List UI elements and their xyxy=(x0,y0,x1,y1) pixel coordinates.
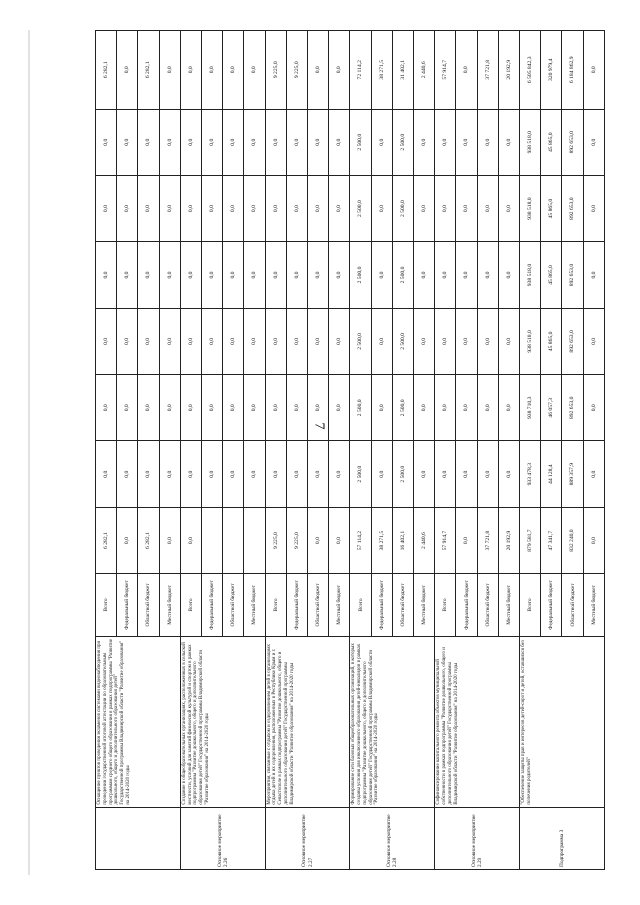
value-cell: 57 114,2 xyxy=(350,507,371,573)
value-cell: 0,0 xyxy=(244,375,265,441)
value-cell: 0,0 xyxy=(286,109,307,175)
value-cell: 879 581,7 xyxy=(520,507,541,573)
measure-name-cell xyxy=(96,807,181,869)
value-cell: 0,0 xyxy=(329,507,350,573)
value-cell: 889 357,9 xyxy=(562,441,583,507)
funding-source-cell: Федеральный бюджет xyxy=(371,574,392,636)
table-container xyxy=(95,30,605,870)
value-cell xyxy=(223,507,244,573)
value-cell: 0,0 xyxy=(180,175,201,241)
value-cell: 0,0 xyxy=(308,507,329,573)
value-cell: 0,0 xyxy=(329,109,350,175)
value-cell: 0,0 xyxy=(223,31,244,110)
value-cell: 0,0 xyxy=(96,175,117,241)
value-cell: 0,0 xyxy=(477,175,498,241)
value-cell: 0,0 xyxy=(308,375,329,441)
value-cell: 0,0 xyxy=(117,441,138,507)
measure-description-cell: Формирование сети базовых общеобразовательных организаций, в которых созданы условия для инклюзивного образования детей-инвалидов в рамках подпрограммы "Развитие дошкольного, общего и дополнительного образования детей" Государственной программы Владимирской области "Развитие образования" на 2014-2020 годы xyxy=(350,636,435,807)
value-cell: 0,0 xyxy=(244,441,265,507)
value-cell: 0,0 xyxy=(414,441,435,507)
value-cell: 0,0 xyxy=(371,242,392,308)
value-cell: 45 865,0 xyxy=(541,308,562,374)
funding-source-cell: Всего xyxy=(435,574,456,636)
value-cell: 0,0 xyxy=(456,441,477,507)
value-cell: 0,0 xyxy=(414,308,435,374)
funding-source-cell: Областной бюджет xyxy=(477,574,498,636)
value-cell: 0,0 xyxy=(223,308,244,374)
value-cell: 0,0 xyxy=(456,375,477,441)
value-cell: 0,0 xyxy=(477,109,498,175)
value-cell: 0,0 xyxy=(456,109,477,175)
value-cell: 0,0 xyxy=(244,308,265,374)
value-cell: 0,0 xyxy=(96,441,117,507)
value-cell: 0,0 xyxy=(265,375,286,441)
value-cell: 0,0 xyxy=(477,242,498,308)
value-cell: 0,0 xyxy=(159,242,180,308)
value-cell: 938 518,0 xyxy=(520,308,541,374)
value-cell: 0,0 xyxy=(223,375,244,441)
value-cell: 0,0 xyxy=(138,175,159,241)
value-cell: 0,0 xyxy=(180,375,201,441)
value-cell: 0,0 xyxy=(265,441,286,507)
value-cell: 0,0 xyxy=(329,175,350,241)
value-cell: 2 500,0 xyxy=(392,308,413,374)
value-cell: 320 979,4 xyxy=(541,31,562,110)
funding-source-cell: Местный бюджет xyxy=(498,574,519,636)
value-cell: 0,0 xyxy=(265,242,286,308)
value-cell: 0,0 xyxy=(223,109,244,175)
value-cell: 6 282,1 xyxy=(96,31,117,110)
value-cell: 0,0 xyxy=(583,242,604,308)
value-cell: 2 500,0 xyxy=(392,242,413,308)
value-cell: 0,0 xyxy=(286,242,307,308)
value-cell: 0,0 xyxy=(286,308,307,374)
value-cell: 2 500,0 xyxy=(350,375,371,441)
value-cell: 0,0 xyxy=(435,175,456,241)
value-cell: 938 710,3 xyxy=(520,375,541,441)
funding-source-cell: Федеральный бюджет xyxy=(456,574,477,636)
value-cell: 0,0 xyxy=(159,507,180,573)
value-cell: 0,0 xyxy=(435,109,456,175)
table-body xyxy=(96,31,605,870)
value-cell: 0,0 xyxy=(180,441,201,507)
value-cell: 0,0 xyxy=(138,375,159,441)
value-cell: 0,0 xyxy=(223,441,244,507)
budget-table xyxy=(95,30,605,870)
value-cell: 0,0 xyxy=(371,375,392,441)
value-cell: 0,0 xyxy=(435,375,456,441)
value-cell: 0,0 xyxy=(414,375,435,441)
value-cell: 0,0 xyxy=(583,109,604,175)
value-cell: 0,0 xyxy=(159,375,180,441)
measure-description-cell: Софинансирование капитального ремонта объектов муниципальной собственности в рамках подпрограммы "Развитие дошкольного, общего и дополнительного образования детей" Государственной программы Владимирской области "Развитие образования" на 2014-2020 годы xyxy=(435,636,520,807)
value-cell: 0,0 xyxy=(159,175,180,241)
value-cell: 0,0 xyxy=(414,242,435,308)
value-cell: 0,0 xyxy=(117,109,138,175)
value-cell: 0,0 xyxy=(456,175,477,241)
value-cell: 0,0 xyxy=(223,242,244,308)
value-cell: 9 225,0 xyxy=(286,507,307,573)
value-cell: 0,0 xyxy=(583,507,604,573)
value-cell: 0,0 xyxy=(180,507,201,573)
value-cell: 933 478,3 xyxy=(520,441,541,507)
measure-name-cell: Подпрограмма 3 xyxy=(520,807,605,869)
rotated-page xyxy=(95,30,605,870)
value-cell: 2 440,6 xyxy=(414,507,435,573)
value-cell: 0,0 xyxy=(456,31,477,110)
value-cell: 0,0 xyxy=(329,242,350,308)
value-cell: 0,0 xyxy=(371,109,392,175)
value-cell: 0,0 xyxy=(498,109,519,175)
value-cell: 0,0 xyxy=(435,308,456,374)
value-cell: 0,0 xyxy=(244,242,265,308)
value-cell: 0,0 xyxy=(180,31,201,110)
table-row xyxy=(350,31,371,870)
value-cell: 0,0 xyxy=(435,441,456,507)
value-cell: 9 225,0 xyxy=(265,507,286,573)
value-cell: 0,0 xyxy=(96,308,117,374)
table-row xyxy=(96,31,117,870)
value-cell: 0,0 xyxy=(202,441,223,507)
value-cell: 0,0 xyxy=(435,242,456,308)
value-cell: 2 500,0 xyxy=(392,109,413,175)
measure-name-cell: Основное мероприятие 2.27 xyxy=(265,807,350,869)
value-cell: 0,0 xyxy=(498,375,519,441)
value-cell: 892 653,0 xyxy=(562,375,583,441)
value-cell: 0,0 xyxy=(202,375,223,441)
value-cell: 0,0 xyxy=(583,375,604,441)
value-cell: 0,0 xyxy=(308,109,329,175)
value-cell: 2 500,0 xyxy=(392,175,413,241)
funding-source-cell: Всего xyxy=(265,574,286,636)
value-cell: 0,0 xyxy=(583,31,604,110)
funding-source-cell: Областной бюджет xyxy=(308,574,329,636)
value-cell: 0,0 xyxy=(286,441,307,507)
value-cell: 892 653,0 xyxy=(562,109,583,175)
value-cell: 0,0 xyxy=(202,31,223,110)
value-cell: 0,0 xyxy=(456,242,477,308)
value-cell: 0,0 xyxy=(96,109,117,175)
value-cell: 0,0 xyxy=(498,308,519,374)
measure-description-cell: "Обеспечение защиты прав и интересов детей-сирот и детей, оставшихся без попечения родителей" xyxy=(520,636,605,807)
value-cell: 0,0 xyxy=(138,308,159,374)
value-cell: 0,0 xyxy=(498,242,519,308)
value-cell: 892 653,0 xyxy=(562,308,583,374)
value-cell: 38 271,5 xyxy=(371,507,392,573)
value-cell: 0,0 xyxy=(138,109,159,175)
value-cell: 0,0 xyxy=(96,375,117,441)
value-cell: 0,0 xyxy=(583,441,604,507)
value-cell: 0,0 xyxy=(117,375,138,441)
value-cell: 0,0 xyxy=(202,109,223,175)
value-cell: 0,0 xyxy=(180,109,201,175)
value-cell: 0,0 xyxy=(244,31,265,110)
value-cell: 38 271,5 xyxy=(371,31,392,110)
value-cell: 0,0 xyxy=(180,242,201,308)
value-cell: 0,0 xyxy=(138,441,159,507)
measure-description-cell: Мероприятия, связанные с отдыхом и оздоровлением детей в организациях отдыха детей и их оздоровления, расположенных в Республике Крым и г. Севастополе в рамках подпрограммы "Развитие дошкольного, общего и дополнительного образования детей" Государственной программы Владимирской области "Развитие образования" на 2014-2020 годы xyxy=(265,636,350,807)
value-cell: 0,0 xyxy=(223,175,244,241)
value-cell: 0,0 xyxy=(96,242,117,308)
value-cell: 0,0 xyxy=(477,375,498,441)
value-cell: 892 653,0 xyxy=(562,242,583,308)
funding-source-cell: Всего xyxy=(520,574,541,636)
value-cell: 0,0 xyxy=(371,308,392,374)
measure-name-cell: Основное мероприятие 2.29 xyxy=(435,807,520,869)
funding-source-cell: Местный бюджет xyxy=(244,574,265,636)
funding-source-cell: Областной бюджет xyxy=(223,574,244,636)
value-cell: 0,0 xyxy=(159,31,180,110)
value-cell: 938 518,0 xyxy=(520,109,541,175)
value-cell: 72 114,2 xyxy=(350,31,371,110)
value-cell: 0,0 xyxy=(414,175,435,241)
funding-source-cell: Федеральный бюджет xyxy=(117,574,138,636)
scan-edge xyxy=(28,30,30,875)
table-row xyxy=(265,31,286,870)
page-number: 7 xyxy=(311,422,327,430)
funding-source-cell: Федеральный бюджет xyxy=(202,574,223,636)
value-cell: 0,0 xyxy=(202,175,223,241)
value-cell: 6 282,1 xyxy=(138,31,159,110)
value-cell: 2 500,0 xyxy=(392,375,413,441)
measure-description-cell: Создание в общеобразовательных организациях, расположенных в сельской местности, условий для занятий физической культурой и спортом в рамках подпрограммы "Развитие дошкольного, общего и дополнительного образования детей" Государственной программы Владимирской области "Развитие образования" на 2014-2020 годы xyxy=(180,636,265,807)
funding-source-cell: Областной бюджет xyxy=(138,574,159,636)
value-cell: 0,0 xyxy=(583,308,604,374)
measure-name-cell: Основное мероприятие 2.26 xyxy=(180,807,265,869)
value-cell: 0,0 xyxy=(180,308,201,374)
value-cell: 0,0 xyxy=(371,441,392,507)
funding-source-cell: Местный бюджет xyxy=(329,574,350,636)
funding-source-cell: Местный бюджет xyxy=(159,574,180,636)
value-cell: 0,0 xyxy=(244,109,265,175)
value-cell: 2 500,0 xyxy=(350,175,371,241)
value-cell: 0,0 xyxy=(456,308,477,374)
value-cell: 46 057,3 xyxy=(541,375,562,441)
value-cell: 2 500,0 xyxy=(350,242,371,308)
value-cell: 20 192,9 xyxy=(498,31,519,110)
value-cell: 45 865,0 xyxy=(541,109,562,175)
table-row xyxy=(520,31,541,870)
value-cell: 0,0 xyxy=(477,308,498,374)
value-cell: 0,0 xyxy=(265,109,286,175)
value-cell: 45 865,0 xyxy=(541,175,562,241)
funding-source-cell: Областной бюджет xyxy=(392,574,413,636)
value-cell: 0,0 xyxy=(265,175,286,241)
value-cell: 938 518,0 xyxy=(520,175,541,241)
value-cell: 0,0 xyxy=(265,308,286,374)
value-cell: 0,0 xyxy=(329,441,350,507)
value-cell: 20 192,9 xyxy=(498,507,519,573)
value-cell: 0,0 xyxy=(477,441,498,507)
value-cell: 0,0 xyxy=(159,441,180,507)
funding-source-cell: Федеральный бюджет xyxy=(541,574,562,636)
measure-name-cell: Основное мероприятие 2.28 xyxy=(350,807,435,869)
value-cell: 0,0 xyxy=(202,308,223,374)
value-cell: 0,0 xyxy=(159,308,180,374)
value-cell: 6 282,1 xyxy=(138,507,159,573)
table-row xyxy=(180,31,201,870)
funding-source-cell: Всего xyxy=(350,574,371,636)
value-cell: 2 500,0 xyxy=(350,109,371,175)
value-cell: 0,0 xyxy=(286,175,307,241)
value-cell: 6 184 862,9 xyxy=(562,31,583,110)
funding-source-cell: Местный бюджет xyxy=(414,574,435,636)
value-cell: 0,0 xyxy=(414,109,435,175)
value-cell: 0,0 xyxy=(456,507,477,573)
value-cell: 6 505 842,3 xyxy=(520,31,541,110)
value-cell: 0,0 xyxy=(583,175,604,241)
value-cell: 832 240,0 xyxy=(562,507,583,573)
value-cell: 0,0 xyxy=(371,175,392,241)
value-cell: 892 653,0 xyxy=(562,175,583,241)
value-cell: 0,0 xyxy=(202,242,223,308)
value-cell: 0,0 xyxy=(286,375,307,441)
value-cell: 9 225,0 xyxy=(265,31,286,110)
value-cell: 0,0 xyxy=(117,242,138,308)
value-cell: 0,0 xyxy=(117,308,138,374)
value-cell: 16 402,1 xyxy=(392,507,413,573)
value-cell: 0,0 xyxy=(498,175,519,241)
value-cell xyxy=(244,507,265,573)
value-cell: 0,0 xyxy=(138,242,159,308)
value-cell: 2 500,0 xyxy=(392,441,413,507)
value-cell: 0,0 xyxy=(244,175,265,241)
value-cell: 0,0 xyxy=(308,308,329,374)
value-cell: 44 128,4 xyxy=(541,441,562,507)
funding-source-cell: Всего xyxy=(96,574,117,636)
value-cell: 45 865,0 xyxy=(541,242,562,308)
value-cell: 0,0 xyxy=(308,175,329,241)
value-cell: 0,0 xyxy=(329,31,350,110)
value-cell: 0,0 xyxy=(117,175,138,241)
value-cell: 0,0 xyxy=(308,31,329,110)
funding-source-cell: Федеральный бюджет xyxy=(286,574,307,636)
value-cell: 37 721,8 xyxy=(477,507,498,573)
funding-source-cell: Всего xyxy=(180,574,201,636)
value-cell: 2 500,0 xyxy=(350,308,371,374)
funding-source-cell: Областной бюджет xyxy=(562,574,583,636)
value-cell: 0,0 xyxy=(117,31,138,110)
value-cell: 0,0 xyxy=(329,375,350,441)
value-cell: 0,0 xyxy=(159,109,180,175)
value-cell: 47 341,7 xyxy=(541,507,562,573)
value-cell: 37 721,8 xyxy=(477,31,498,110)
value-cell: 9 225,0 xyxy=(286,31,307,110)
measure-description-cell: Оснащение пунктов проведения экзаменов системами видеонаблюдения при проведении государственной итоговой аттестации по образовательным программам среднего общего образования в рамках подпрограммы "Развитие дошкольного, общего и дополнительного образования детей" Государственной программы Владимирской области "Развитие образования" на 2014-2020 годы xyxy=(96,636,181,807)
table-row xyxy=(435,31,456,870)
value-cell: 2 500,0 xyxy=(350,441,371,507)
value-cell: 57 914,7 xyxy=(435,507,456,573)
value-cell: 31 402,1 xyxy=(392,31,413,110)
value-cell: 0,0 xyxy=(308,242,329,308)
value-cell: 2 440,6 xyxy=(414,31,435,110)
value-cell: 57 914,7 xyxy=(435,31,456,110)
value-cell: 938 518,0 xyxy=(520,242,541,308)
value-cell: 0,0 xyxy=(498,441,519,507)
value-cell: 6 282,1 xyxy=(96,507,117,573)
value-cell: 0,0 xyxy=(308,441,329,507)
value-cell xyxy=(202,507,223,573)
value-cell: 0,0 xyxy=(117,507,138,573)
funding-source-cell: Местный бюджет xyxy=(583,574,604,636)
value-cell: 0,0 xyxy=(329,308,350,374)
